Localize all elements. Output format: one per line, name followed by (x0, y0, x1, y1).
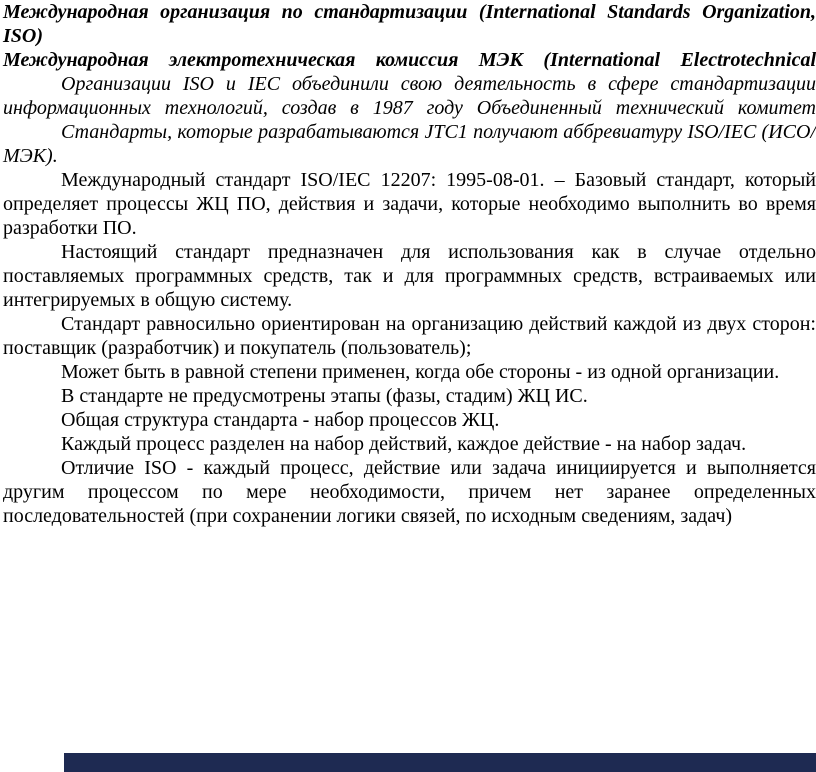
paragraph-iso-heading: Международная организация по стандартизации (International Standards Organization, ISO) (3, 1, 816, 47)
bottom-bar (64, 753, 816, 772)
paragraph-equal-application: Может быть в равной степени применен, когда обе стороны - из одной организации. (61, 361, 780, 383)
paragraph-iec-heading: Международная электротехническая комиссия МЭК (International Electrotechnical (3, 49, 816, 71)
paragraph-iso-iec-12207: Международный стандарт ISO/IEC 12207: 1995-08-01. – Базовый стандарт, который определяет процессы ЖЦ ПО, действия и задачи, которые необходимо выполнить во время разработки ПО. (3, 169, 816, 239)
paragraph-iso-difference: Отличие ISO - каждый процесс, действие или задача инициируется и выполняется другим процессом по мере необходимости, причем нет заранее определенных последовательностей (при сохранении логики связей, по исходным сведениям, задач) (3, 457, 816, 527)
paragraph-jtc1-history: Организации ISO и IEC объединили свою деятельность в сфере стандартизации информационных технологий, создав в 1987 году Объединенный технический комитет (3, 73, 816, 119)
paragraph-no-stages: В стандарте не предусмотрены этапы (фазы, стадим) ЖЦ ИС. (61, 385, 588, 407)
paragraph-structure: Общая структура стандарта - набор процессов ЖЦ. (61, 409, 500, 431)
paragraph-jtc1-standards: Стандарты, которые разрабатываются JTC1 получают аббревиатуру ISO/IEC (ИСО/МЭК). (3, 121, 816, 167)
paragraph-process-actions: Каждый процесс разделен на набор действий, каждое действие - на набор задач. (61, 433, 747, 455)
paragraph-standard-orientation: Стандарт равносильно ориентирован на организацию действий каждой из двух сторон: поставщик (разработчик) и покупатель (пользователь); (3, 313, 816, 359)
paragraph-standard-purpose: Настоящий стандарт предназначен для использования как в случае отдельно поставляемых программных средств, так и для программных средств, встраиваемых или интегрируемых в общую систему. (3, 241, 816, 311)
